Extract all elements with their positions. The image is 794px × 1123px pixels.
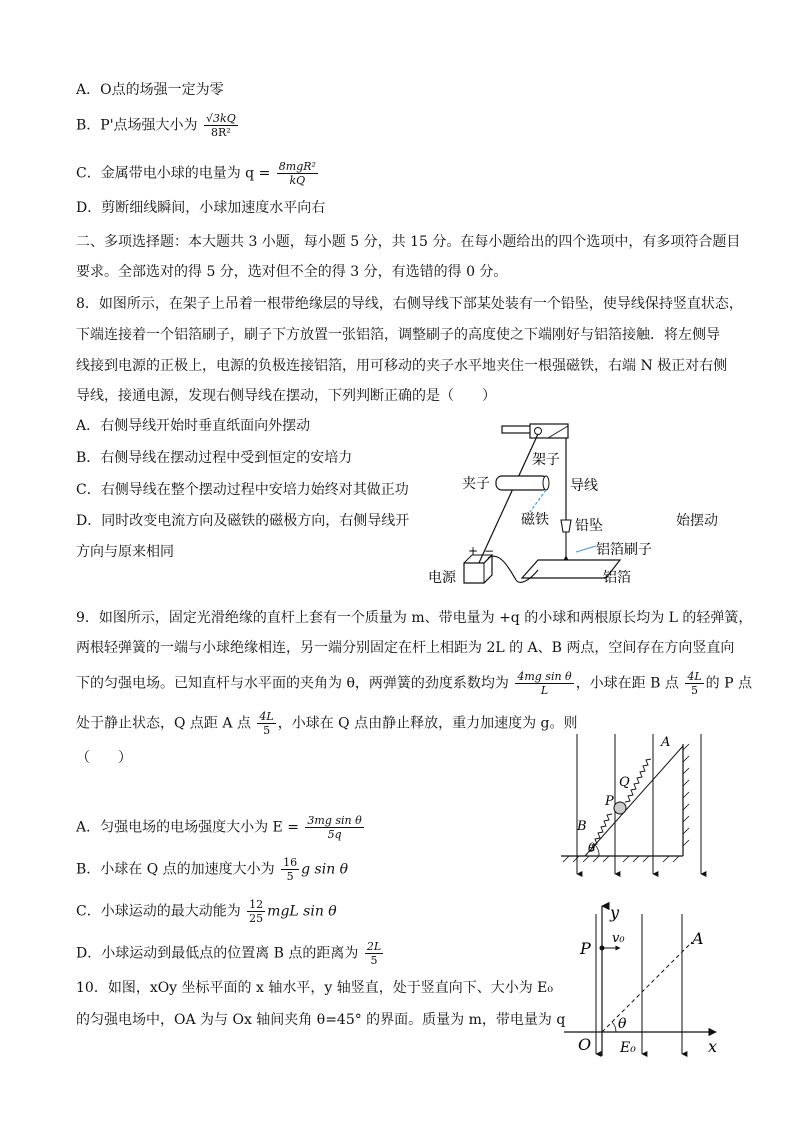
lead-weight [561, 520, 571, 532]
plus-sign: + [468, 544, 479, 558]
label-P: P [580, 939, 591, 958]
label-A: A [661, 735, 671, 750]
q8-stem-line4: 导线，接通电源，发现右侧导线在摆动，下列判断正确的是（ ） [76, 388, 496, 404]
section2-line2: 要求。全部选对的得 5 分，选对但不全的得 3 分，有选错的得 0 分。 [76, 264, 508, 280]
label-v0: v₀ [612, 931, 625, 946]
q8-option-b: B．右侧导线在摆动过程中受到恒定的安培力 [76, 450, 353, 466]
label-magnet: 磁铁 [521, 512, 549, 528]
label-A: A [692, 929, 704, 948]
q9-paren: （ ） [76, 750, 132, 766]
q8-option-d-tail: 始摆动 [676, 513, 718, 529]
q9-option-c: C．小球运动的最大动能为 $\frac{12}{25}$ mgL sin θ [76, 898, 337, 925]
q8-option-c: C．右侧导线在整个摆动过程中安培力始终对其做正功 [76, 482, 409, 498]
label-theta: θ [588, 841, 596, 855]
label-clip: 夹子 [462, 476, 490, 492]
label-wire: 导线 [570, 478, 598, 494]
ball [614, 802, 626, 814]
q9-option-d: D．小球运动到最低点的位置离 B 点的距离为 $\frac{2L}{5}$ [76, 940, 382, 967]
frame-pulley [535, 428, 542, 435]
q7-option-a: A．O点的场强一定为零 [76, 82, 224, 98]
label-P: P [605, 794, 614, 809]
q8-figure [420, 420, 670, 590]
q9-option-a: A．匀强电场的电场强度大小为 E = $\frac{\text{3mg sin θ}}{5q}$ [76, 814, 362, 841]
q9-stem-line4: 处于静止状态，Q 点距 A 点 $\frac{4L}{5}$ ，小球在 Q 点由静止释放，重力加速度为 g。则 [76, 710, 578, 737]
rod [585, 746, 683, 856]
q8-option-a: A．右侧导线开始时垂直纸面向外摆动 [76, 418, 311, 434]
q8-stem-line2: 下端连接着一个铝箔刷子，刷子下方放置一张铝箔，调整刷子的高度使之下端刚好与铝箔接触．将左侧导 [76, 327, 720, 343]
q9-figure [555, 730, 715, 880]
q10-stem-line1: 10．如图，xOy 坐标平面的 x 轴水平，y 轴竖直，处于竖直向下、大小为 E₀ [76, 980, 553, 996]
q8-stem-line3: 线接到电源的正极上，电源的负极连接铝箔，用可移动的夹子水平地夹住一根强磁铁，右端 N 极正对右侧 [76, 358, 728, 374]
label-y: y [610, 903, 620, 922]
label-B: B [577, 819, 587, 834]
point-P [600, 946, 605, 951]
brush-pointer [576, 546, 596, 552]
frame-bar [502, 426, 532, 433]
q9-stem-line2: 两根轻弹簧的一端与小球绝缘相连，另一端分别固定在杆上相距为 2L 的 A、B 两点，空间存在方向竖直向 [76, 640, 735, 656]
q8-option-d-line2: 方向与原来相同 [76, 544, 174, 560]
section2-line1: 二、多项选择题：本大题共 3 小题，每小题 5 分，共 15 分。在每小题给出的四个选项中，有多项符合题目 [76, 234, 741, 250]
label-x: x [708, 1037, 718, 1056]
label-foil-brush: 铝箔刷子 [596, 542, 652, 558]
label-foil: 铝箔 [603, 570, 631, 586]
q10-stem-line2: 的匀强电场中，OA 为与 Ox 轴间夹角 θ=45° 的界面。质量为 m，带电量为 q [76, 1012, 566, 1028]
label-lead-weight: 铅坠 [575, 518, 603, 534]
label-theta: θ [618, 1016, 627, 1032]
label-O: O [578, 1035, 592, 1054]
q7-option-c: C．金属带电小球的电量为 q = $\frac{\text{8mgR²}}{kQ}$ [76, 160, 316, 187]
q7-option-b: B．P'点场强大小为 $\frac{√3kQ}{\text{8R²}}$ [76, 112, 236, 139]
q9-stem-line3: 下的匀强电场。已知直杆与水平面的夹角为 θ，两弹簧的劲度系数均为 $\frac{\text{4mg sin θ}}{L}$ ，小球在距 B 点 $\frac{4L}{5}$ 的 P 点 [76, 670, 752, 697]
label-E0: E₀ [620, 1040, 636, 1056]
q9-option-b: B．小球在 Q 点的加速度大小为 $\frac{16}{5}$ g sin θ [76, 856, 349, 883]
clip-magnet [496, 476, 548, 490]
q10-figure [560, 896, 730, 1066]
label-power: 电源 [428, 570, 456, 586]
q8-stem-line1: 8．如图所示，在架子上吊着一根带绝缘层的导线，右侧导线下部某处装有一个铅坠，使导线保持竖直状态， [76, 296, 743, 312]
minus-sign: − [484, 544, 495, 558]
q8-option-d-line1: D．同时改变电流方向及磁铁的磁极方向，右侧导线开 [76, 513, 410, 529]
magnet-pointer [530, 490, 546, 512]
q9-stem-line1: 9．如图所示，固定光滑绝缘的直杆上套有一个质量为 m、带电量为 +q 的小球和两根原长均为 L 的轻弹簧， [76, 610, 753, 626]
boundary-OA [602, 942, 692, 1032]
label-frame: 架子 [532, 452, 560, 468]
label-Q: Q [619, 775, 630, 790]
q7-option-d: D．剪断细线瞬间，小球加速度水平向右 [76, 200, 326, 216]
